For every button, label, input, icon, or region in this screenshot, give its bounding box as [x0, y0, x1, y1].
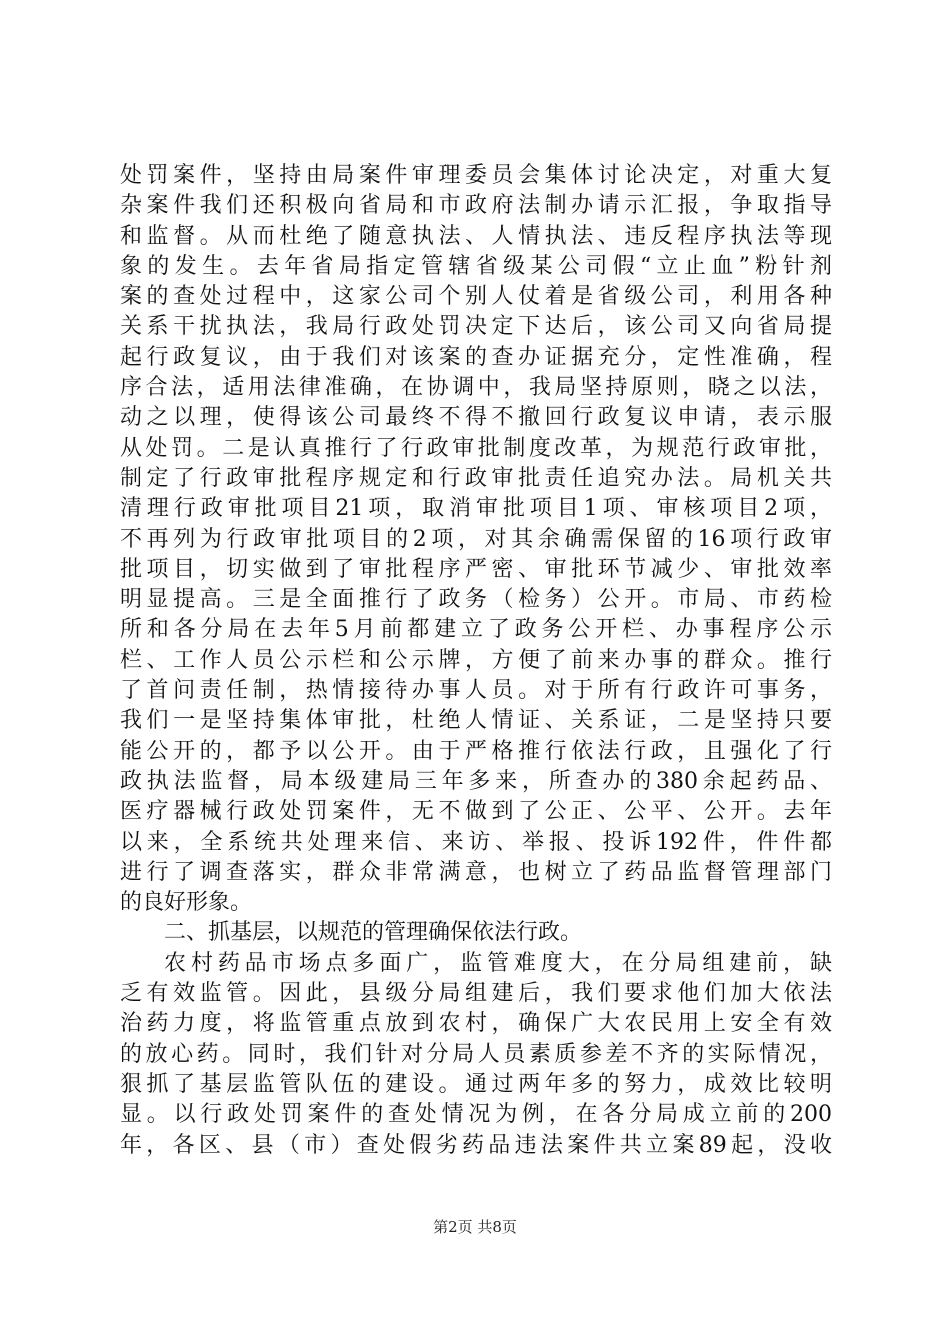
text-line: 案的查处过程中，这家公司个别人仗着是省级公司，利用各种: [120, 284, 832, 310]
section-heading: 二、抓基层，以规范的管理确保依法行政。: [164, 920, 583, 946]
text-line: 医疗器械行政处罚案件，无不做到了公正、公平、公开。去年: [120, 799, 832, 825]
text-line: 以来，全系统共处理来信、来访、举报、投诉192件，件件都: [120, 829, 832, 855]
text-line: 进行了调查落实，群众非常满意，也树立了药品监督管理部门: [120, 859, 832, 885]
text-line: 序合法，适用法律准确，在协调中，我局坚持原则，晓之以法，: [120, 375, 832, 401]
text-line: 不再列为行政审批项目的2项，对其余确需保留的16项行政审: [120, 526, 832, 552]
text-line: 动之以理，使得该公司最终不得不撤回行政复议申请，表示服: [120, 405, 832, 431]
text-line: 批项目，切实做到了审批程序严密、审批环节减少、审批效率: [120, 556, 832, 582]
text-line: 了首问责任制，热情接待办事人员。对于所有行政许可事务，: [120, 678, 832, 704]
text-line: 和监督。从而杜绝了随意执法、人情执法、违反程序执法等现: [120, 223, 832, 249]
text-line: 狠抓了基层监管队伍的建设。通过两年多的努力，成效比较明: [120, 1071, 832, 1097]
text-line: 农村药品市场点多面广，监管难度大，在分局组建前，缺: [164, 950, 832, 976]
text-line: 年，各区、县（市）查处假劣药品违法案件共立案89起，没收: [120, 1132, 832, 1158]
text-line: 的良好形象。: [120, 890, 253, 916]
text-line: 显。以行政处罚案件的查处情况为例，在各分局成立前的200: [120, 1102, 832, 1128]
text-line: 象的发生。去年省局指定管辖省级某公司假“立止血”粉针剂: [120, 253, 832, 279]
text-line: 治药力度，将监管重点放到农村，确保广大农民用上安全有效: [120, 1011, 832, 1037]
document-body: [120, 161, 832, 1161]
text-line: 处罚案件，坚持由局案件审理委员会集体讨论决定，对重大复: [120, 163, 832, 188]
text-line: 我们一是坚持集体审批，杜绝人情证、关系证，二是坚持只要: [120, 708, 832, 734]
text-line: 栏、工作人员公示栏和公示牌，方便了前来办事的群众。推行: [120, 647, 832, 673]
text-line: 从处罚。二是认真推行了行政审批制度改革，为规范行政审批，: [120, 435, 832, 461]
text-line: 杂案件我们还积极向省局和市政府法制办请示汇报，争取指导: [120, 193, 832, 219]
text-line: 乏有效监管。因此，县级分局组建后，我们要求他们加大依法: [120, 981, 832, 1007]
text-line: 制定了行政审批程序规定和行政审批责任追究办法。局机关共: [120, 465, 832, 491]
text-line: 起行政复议，由于我们对该案的查办证据充分，定性准确，程: [120, 344, 832, 370]
text-line: 清理行政审批项目21项，取消审批项目1项、审核项目2项，: [120, 496, 832, 522]
text-line: 能公开的，都予以公开。由于严格推行依法行政，且强化了行: [120, 738, 832, 764]
text-line: 关系干扰执法，我局行政处罚决定下达后，该公司又向省局提: [120, 314, 832, 340]
text-line: 政执法监督，局本级建局三年多来，所查办的380余起药品、: [120, 768, 832, 794]
page-footer: 第2页 共8页: [433, 1218, 517, 1236]
text-line: 明显提高。三是全面推行了政务（检务）公开。市局、市药检: [120, 587, 832, 613]
text-line: 的放心药。同时，我们针对分局人员素质参差不齐的实际情况，: [120, 1041, 832, 1067]
text-line: 所和各分局在去年5月前都建立了政务公开栏、办事程序公示: [120, 617, 832, 643]
